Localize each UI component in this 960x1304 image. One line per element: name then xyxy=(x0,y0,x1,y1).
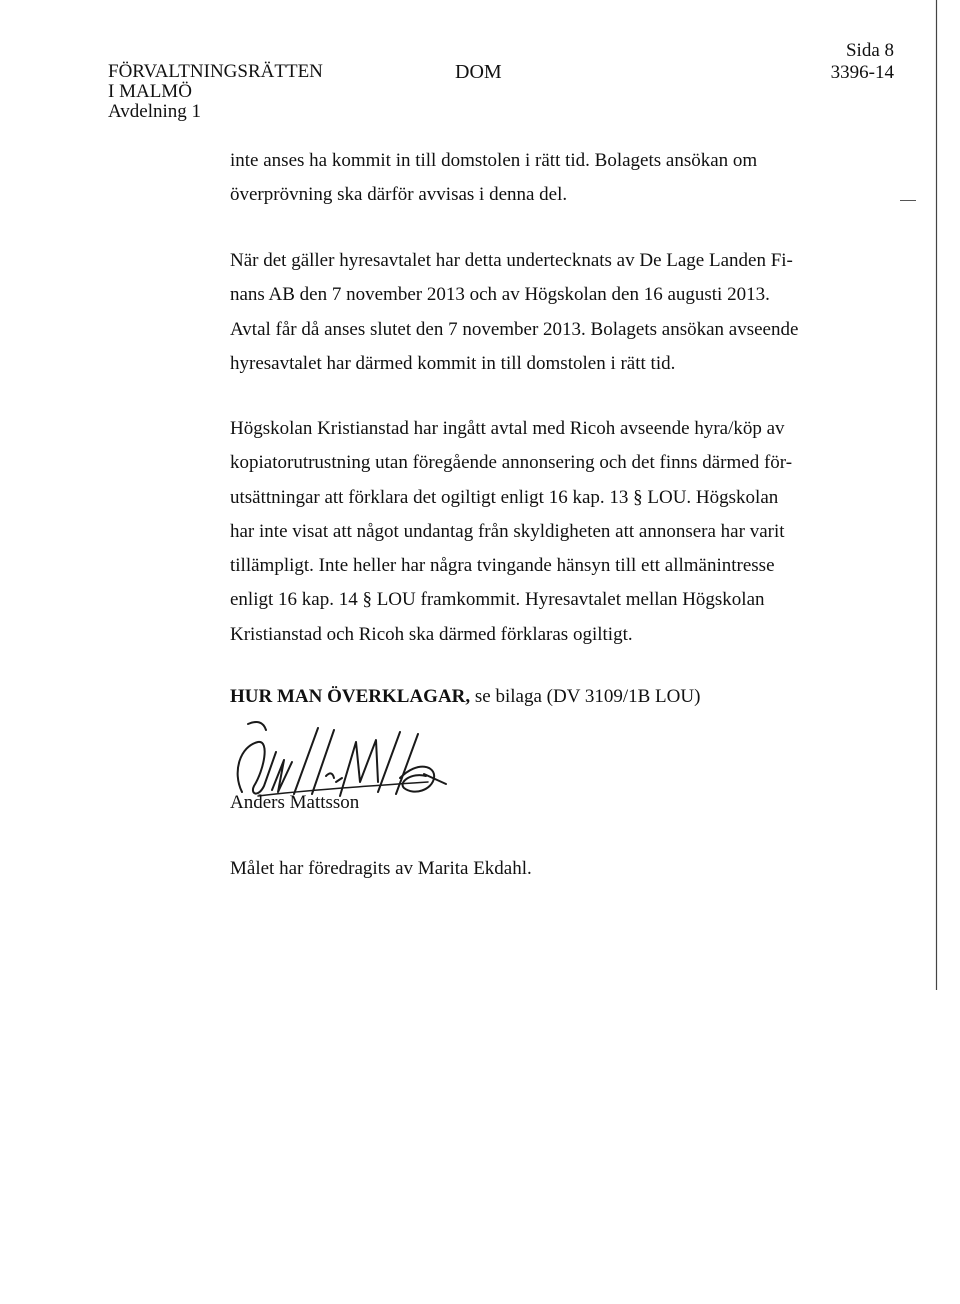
text-line: hyresavtalet har därmed kommit in till domstolen i rätt tid. xyxy=(230,352,676,374)
text-line: Kristianstad och Ricoh ska därmed förklaras ogiltigt. xyxy=(230,623,633,645)
court-division: Avdelning 1 xyxy=(108,101,202,122)
margin-mark xyxy=(900,200,916,201)
court-header xyxy=(108,62,323,122)
paragraph-3 xyxy=(230,412,820,652)
paragraph-2 xyxy=(230,244,820,381)
court-location: I MALMÖ xyxy=(108,81,192,102)
text-line: inte anses ha kommit in till domstolen i rätt tid. Bolagets ansökan om xyxy=(230,150,758,171)
court-name: FÖRVALTNINGSRÄTTEN xyxy=(108,61,323,82)
document-type: DOM xyxy=(455,61,502,83)
page-info xyxy=(831,40,894,84)
appeal-instructions xyxy=(230,686,700,708)
case-number: 3396-14 xyxy=(830,62,894,83)
text-line: kopiatorutrustning utan föregående annonsering och det finns därmed för- xyxy=(230,452,793,474)
text-line: Högskolan Kristianstad har ingått avtal med Ricoh avseende hyra/köp av xyxy=(230,418,785,439)
scan-edge-line xyxy=(935,0,938,990)
text-line: enligt 16 kap. 14 § LOU framkommit. Hyresavtalet mellan Högskolan xyxy=(230,589,765,611)
page-number: Sida 8 xyxy=(845,40,894,61)
text-line: nans AB den 7 november 2013 och av Högskolan den 16 augusti 2013. xyxy=(230,284,770,306)
appeal-reference: se bilaga (DV 3109/1B LOU) xyxy=(470,686,701,707)
signer-name: Anders Mattsson xyxy=(230,792,360,813)
text-line: När det gäller hyresavtalet har detta undertecknats av De Lage Landen Fi- xyxy=(230,250,793,271)
text-line: Avtal får då anses slutet den 7 november 2013. Bolagets ansökan avseende xyxy=(230,318,799,340)
paragraph-1 xyxy=(230,144,820,213)
appeal-heading: HUR MAN ÖVERKLAGAR, xyxy=(230,686,471,707)
text-line: överprövning ska därför avvisas i denna del. xyxy=(230,184,568,206)
text-line: tillämpligt. Inte heller har några tvingande hänsyn till ett allmänintresse xyxy=(230,555,775,577)
closing-statement: Målet har föredragits av Marita Ekdahl. xyxy=(230,858,532,879)
text-line: har inte visat att något undantag från skyldigheten att annonsera har varit xyxy=(230,520,785,542)
text-line: utsättningar att förklara det ogiltigt enligt 16 kap. 13 § LOU. Högskolan xyxy=(230,486,779,508)
